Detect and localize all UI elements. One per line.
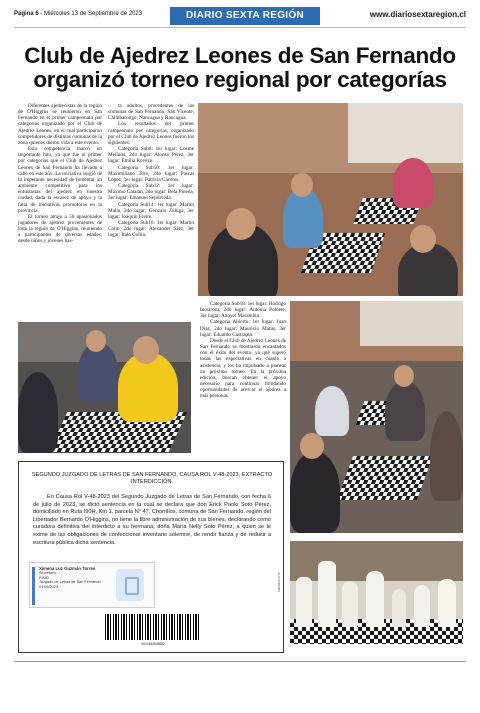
notice-title: SEGUNDO JUZGADO DE LETRAS DE SAN FERNANDO, CAUSA ROL V-48-2023, EXTRACTO INTERDICCIÓN. [31, 472, 273, 485]
results-sub14: Categoría Sub14: 1er lugar: Martín Malla, 2do lugar: Gonzalo Zúñiga, 3er lugar: Joaquín Freire. [108, 201, 194, 220]
signature-details [39, 567, 109, 589]
results-sub18: Categoría Sub18: 1er lugar: Rodrigo Inostroza, 2do lugar: Antonia Poblete, 3er lugar: Annyel Marambio. [200, 301, 286, 320]
footer-divider [14, 661, 466, 662]
header-divider [14, 27, 466, 28]
players-row-photo [290, 301, 463, 533]
barcode-number: V001533548682 [141, 642, 165, 646]
results-sub16: Categoría Sub16: 1er lugar: Martín Colín, 2do lugar: Alexander Sáez, 3er lugar: Italo Collio. [108, 219, 194, 239]
barcode [105, 614, 201, 640]
court-name: PJUD [39, 575, 49, 580]
paragraph: El torneo atrajo a 56 apasionados jugadores de ajedrez provenientes de toda la región de O'Higgins, reuniendo a participantes de diversas edades, desde niños y jóvenes has- [18, 213, 102, 245]
tournament-hall-photo [198, 103, 463, 296]
paragraph: ta adultos, procedentes de las comunas de San Fernando, San Vicente, Chimbarongo, Nancagua y Rancagua. [108, 103, 194, 122]
court-line: Juzgado de Letras de San Fernando [39, 580, 101, 585]
article-column-3 [200, 301, 286, 400]
chess-pieces-photo [290, 541, 463, 644]
results-open: Categoría Abierto: 1er lugar: Juan Díaz, 2do lugar: Mauricio Matus, 3er lugar: Eduardo Castrapín. [200, 319, 286, 338]
paragraph: Desde el Club de Ajedrez Leones de San Fernando se mostraron encantados con el éxito del evento, ya que superó todas las expectativas en cuanto a asistencia, y los ha impulsado a planear un próximo torneo. En la próxima edición, buscan obtener el apoyo necesario para continuar brindando oportunidades de acercar el ajedrez a más personas. [200, 337, 286, 400]
notice-body: En Causa Rol V-48-2023 del Segundo Juzgado de Letras de San Fernando, con fecha 6 de julio de 2023, se dictó sentencia en la cual se declara que don Erick Paolo Soto Pérez, domiciliado en Ruta I90H, Km 1, parcela N° 47, Chorrillos, comuna de San Fernando, región del Libertador Bernardo O'Higgins, no tiene la libre administración de sus bienes, declarando como curadora definitiva del interdicto a su hermana, doña María Nelly Soto Pérez, a quien se le exime de las obligaciones de confeccionar inventario solemne, de rendir fianza y de reducir a escritura pública dicha sentencia. [33, 494, 271, 546]
issue-date: - Miércoles 13 de Septiembre de 2023 [38, 11, 143, 17]
paragraph: Esta competencia marcó un importante hito, ya que fue el primer por categorías que el Club de Ajedrez Leones de San Fernando ha llevado a cabo en este año. La iniciativa surgió de la imperante necesidad de fomentar un ambiente competitivo para los entusiastas del ajedrez en nuestra ciudad, dada la escasez de apoyo y la falta de iniciativas promotoras en la provincia. [18, 146, 102, 214]
lock-icon [116, 569, 144, 601]
signature-date: 01/09/2023 [39, 584, 59, 589]
paragraph: Los resultados del primer campeonato por categorías, organizado por el Club de Ajedrez Leones fueron los siguientes: [108, 121, 194, 146]
results-sub12: Categoría Sub12: 1er lugar: Máximo Catalán, 2do lugar: Bela Pineda, 3er lugar: Emanuel Sepúlveda. [108, 183, 195, 202]
verification-code: A1XF28BE9B4 [277, 572, 281, 593]
website-link[interactable]: www.diariosextaregion.cl [369, 10, 466, 19]
page-header [14, 8, 466, 24]
signer-name: Ximena Luz Guzmán Torres [39, 566, 96, 571]
electronic-signature [29, 562, 155, 608]
paragraph: Diferentes ajedrecistas de la región de O'Higgins se reunieron en San Fernando en el primer campeonato por categorías organizado por el Club de Ajedrez Leones, en el cual participaron competidores de distintas comunas de la zona quienes dieron vida a este evento. [18, 103, 102, 146]
page-number: Página 6 [14, 11, 39, 17]
newspaper-name: DIARIO SEXTA REGIÓN [170, 7, 320, 25]
page-info [14, 11, 142, 17]
young-players-photo [18, 322, 191, 453]
article-column-1 [18, 103, 102, 245]
signer-role: Secretario [39, 571, 57, 576]
article-column-2 [108, 103, 194, 238]
article-headline: Club de Ajedrez Leones de San Fernando organizó torneo regional por categorías [24, 43, 456, 92]
results-sub8: Categoría Sub8: 1er lugar: Cosme Mellado, 2do lugar: Alonso Pérez, 3er lugar: Emilia Rovezo. [108, 146, 194, 165]
legal-notice [18, 461, 284, 653]
results-sub10: Categoría Sub10: 1er lugar: Maximiliano Toro, 2do lugar: Pascal López, 3er lugar: Patricia Cáceres. [108, 164, 194, 183]
signature-accent [32, 567, 35, 605]
